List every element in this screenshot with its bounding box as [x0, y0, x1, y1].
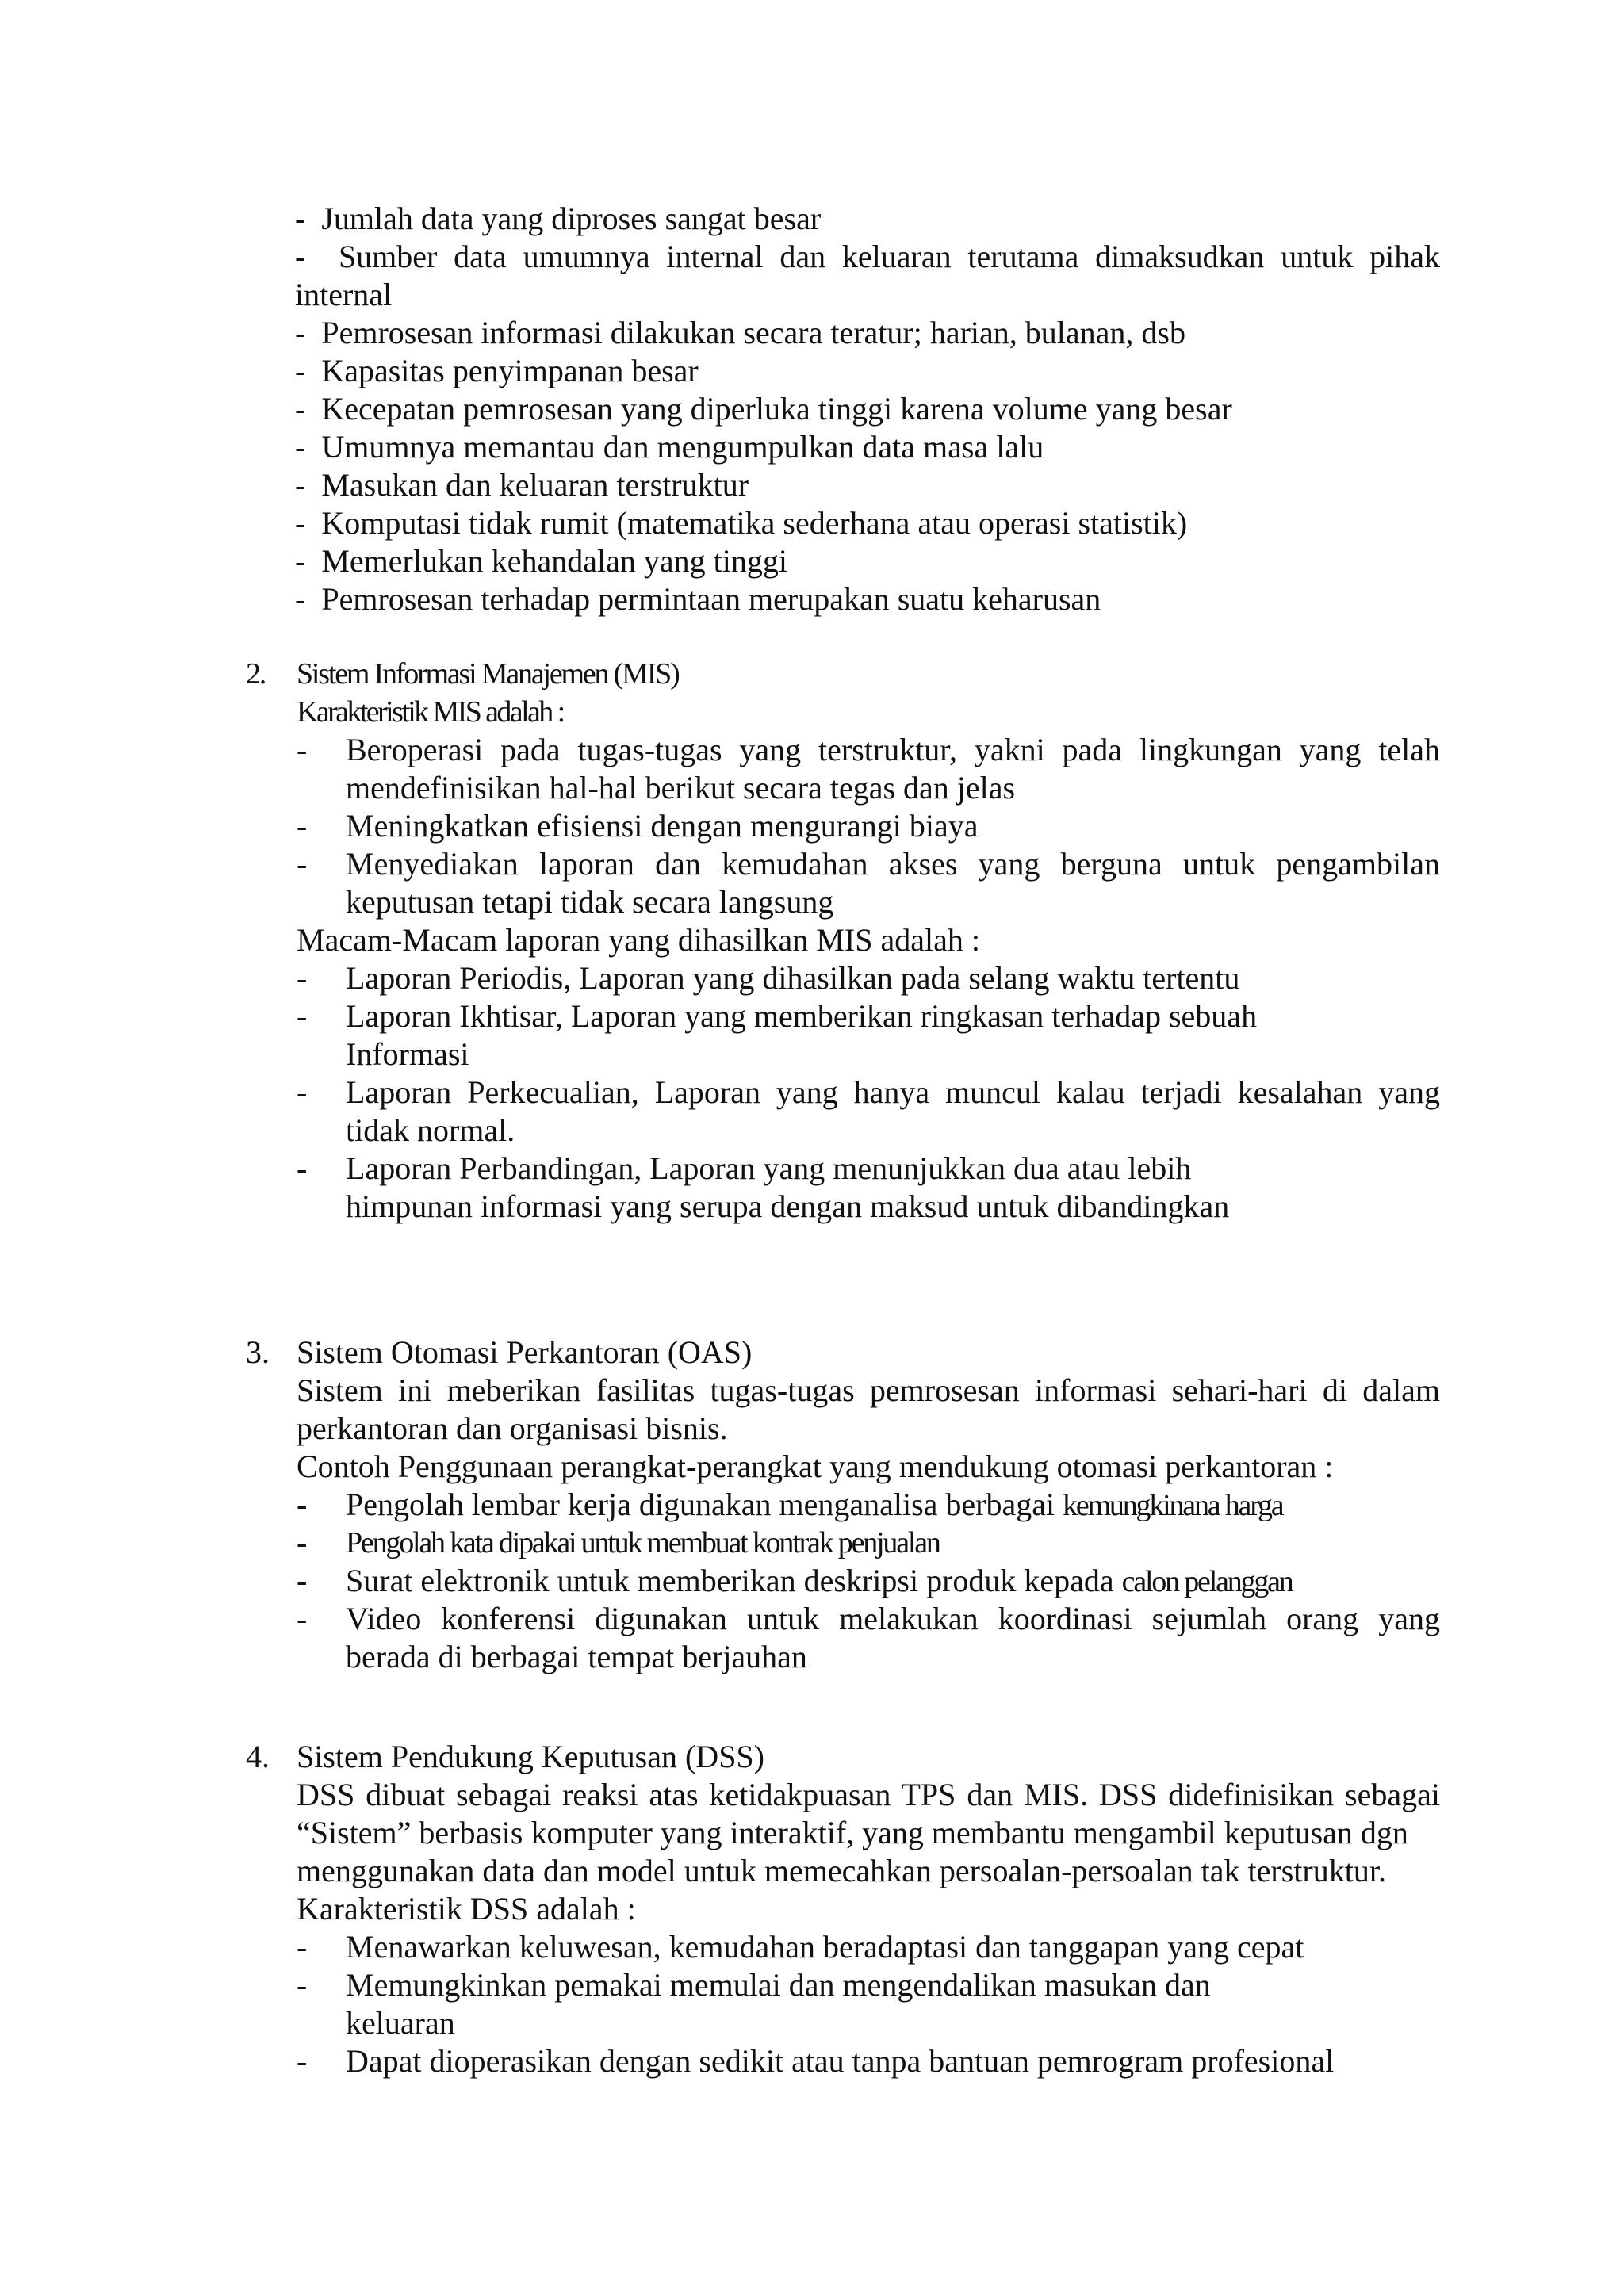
list-item: - Komputasi tidak rumit (matematika sederhana atau operasi statistik) [295, 505, 1188, 541]
list-item: - Pemrosesan terhadap permintaan merupakan suatu keharusan [295, 581, 1101, 617]
list-item: - Sumber data umumnya internal dan keluaran terutama dimaksudkan untuk pihak [295, 239, 1441, 274]
bullet-dash: - [297, 1150, 308, 1186]
list-item-continuation: internal [295, 277, 393, 312]
list-item: Laporan Periodis, Laporan yang dihasilkan pada selang waktu tertentu [346, 960, 1240, 996]
list-item: - Kecepatan pemrosesan yang diperluka tinggi karena volume yang besar [295, 391, 1232, 427]
section-number: 2. [246, 657, 266, 691]
bullet-dash: - [297, 1967, 308, 2003]
list-item-continuation: keputusan tetapi tidak secara langsung [346, 884, 834, 920]
section-number: 3. [246, 1334, 270, 1370]
section-subtitle: Karakteristik DSS adalah : [297, 1891, 636, 1927]
list-item: Dapat dioperasikan dengan sedikit atau tanpa bantuan pemrogram profesional [346, 2043, 1335, 2079]
list-item-continuation: himpunan informasi yang serupa dengan maksud untuk dibandingkan [346, 1188, 1230, 1224]
bullet-dash: - [297, 1929, 308, 1965]
section-intro: Contoh Penggunaan perangkat-perangkat yang mendukung otomasi perkantoran : [297, 1448, 1334, 1484]
section-title: Sistem Otomasi Perkantoran (OAS) [297, 1334, 753, 1370]
list-item-continuation: keluaran [346, 2005, 455, 2041]
bullet-dash: - [297, 732, 308, 767]
bullet-dash: - [297, 1074, 308, 1110]
bullet-dash: - [297, 1525, 308, 1560]
list-item: Meningkatkan efisiensi dengan mengurangi biaya [346, 808, 979, 844]
bullet-dash: - [297, 1563, 308, 1598]
section-title: Sistem Informasi Manajemen (MIS) [297, 657, 679, 691]
list-item: Laporan Ikhtisar, Laporan yang memberikan ringkasan terhadap sebuah [346, 998, 1258, 1034]
section-description: Sistem ini meberikan fasilitas tugas-tugas pemrosesan informasi sehari-hari di dalam [297, 1372, 1440, 1408]
list-item: Video konferensi digunakan untuk melakukan koordinasi sejumlah orang yang [346, 1601, 1440, 1636]
list-item: Pengolah lembar kerja digunakan menganalisa berbagai kemungkinana harga [346, 1487, 1283, 1522]
section-title: Sistem Pendukung Keputusan (DSS) [297, 1739, 764, 1774]
list-item: - Memerlukan kehandalan yang tinggi [295, 543, 787, 579]
list-item: Menyediakan laporan dan kemudahan akses yang berguna untuk pengambilan [346, 846, 1440, 882]
list-item: - Jumlah data yang diproses sangat besar [295, 201, 822, 236]
bullet-dash: - [297, 998, 308, 1034]
section-description: “Sistem” berbasis komputer yang interaktif, yang membantu mengambil keputusan dgn [297, 1815, 1408, 1850]
list-item: Menawarkan keluwesan, kemudahan beradaptasi dan tanggapan yang cepat [346, 1929, 1304, 1965]
section-description: DSS dibuat sebagai reaksi atas ketidakpuasan TPS dan MIS. DSS didefinisikan sebagai [297, 1777, 1440, 1812]
bullet-dash: - [297, 2043, 308, 2079]
list-item: Memungkinkan pemakai memulai dan mengendalikan masukan dan [346, 1967, 1211, 2003]
list-item-continuation: tidak normal. [346, 1112, 515, 1148]
bullet-dash: - [297, 960, 308, 996]
list-item: Laporan Perkecualian, Laporan yang hanya muncul kalau terjadi kesalahan yang [346, 1074, 1440, 1110]
list-item: Surat elektronik untuk memberikan deskripsi produk kepada calon pelanggan [346, 1563, 1293, 1598]
list-item-continuation: mendefinisikan hal-hal berikut secara tegas dan jelas [346, 770, 1016, 806]
list-item-continuation: Informasi [346, 1036, 469, 1072]
list-item: - Masukan dan keluaran terstruktur [295, 467, 749, 503]
bullet-dash: - [297, 1487, 308, 1522]
section-number: 4. [246, 1739, 270, 1774]
section-subtitle: Karakteristik MIS adalah : [297, 695, 564, 729]
section-description: menggunakan data dan model untuk memecahkan persoalan-persoalan tak terstruktur. [297, 1853, 1386, 1888]
list-item: Beroperasi pada tugas-tugas yang terstruktur, yakni pada lingkungan yang telah [346, 732, 1440, 767]
list-item: Laporan Perbandingan, Laporan yang menunjukkan dua atau lebih [346, 1150, 1192, 1186]
list-item-continuation: berada di berbagai tempat berjauhan [346, 1639, 807, 1674]
list-item: Pengolah kata dipakai untuk membuat kontrak penjualan [346, 1526, 940, 1559]
bullet-dash: - [297, 1601, 308, 1636]
section-description: perkantoran dan organisasi bisnis. [297, 1410, 728, 1446]
list-item: - Umumnya memantau dan mengumpulkan data masa lalu [295, 429, 1044, 465]
bullet-dash: - [297, 846, 308, 882]
bullet-dash: - [297, 808, 308, 844]
list-item: - Kapasitas penyimpanan besar [295, 353, 699, 388]
reports-intro: Macam-Macam laporan yang dihasilkan MIS adalah : [297, 922, 980, 958]
list-item: - Pemrosesan informasi dilakukan secara teratur; harian, bulanan, dsb [295, 315, 1185, 350]
